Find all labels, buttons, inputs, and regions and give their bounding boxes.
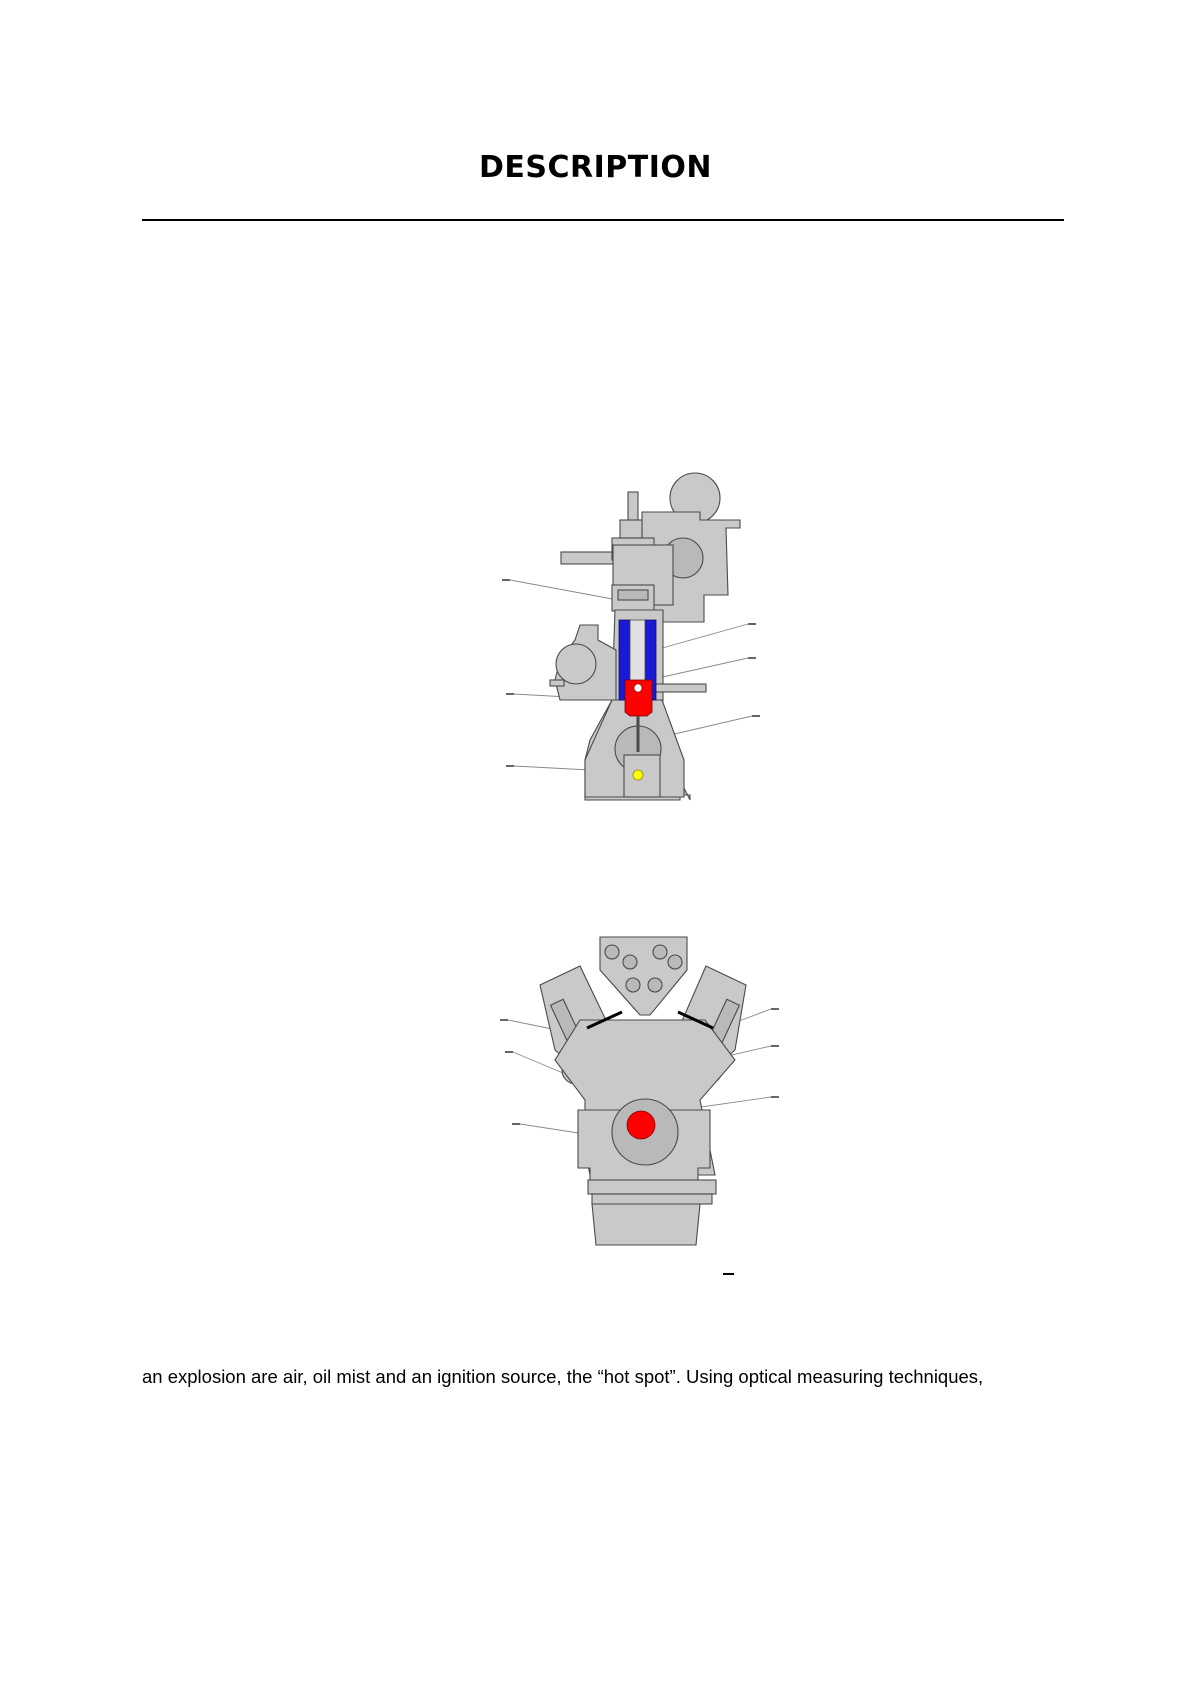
figure2-caption-mark: [723, 1273, 734, 1275]
page-heading: DESCRIPTION: [478, 150, 712, 185]
body-paragraph-line: an explosion are air, oil mist and an ignition source, the “hot spot”. Using optical measuring techniques,: [142, 1366, 984, 1387]
v-engine-body: [540, 937, 746, 1245]
